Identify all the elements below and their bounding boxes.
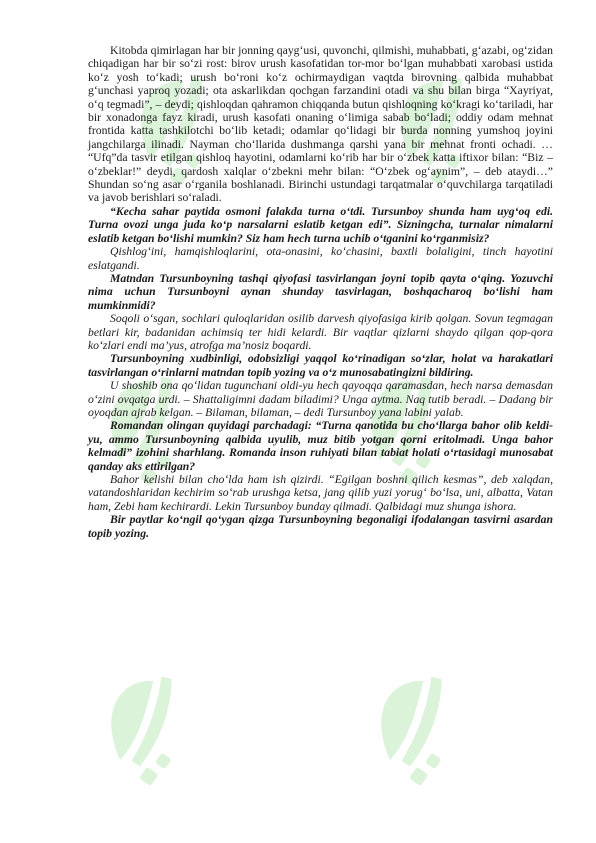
question-3: Tursunboyning xudbinligi, odobsizligi yaqqol ko‘rinadigan so‘zlar, holat va harakatlari tasvirlangan o‘rinlarni matndan topib yozing va o‘z munosabatingizni bildiring. <box>88 352 553 379</box>
question-2: Matndan Tursunboyning tashqi qiyofasi tasvirlangan joyni topib qayta o‘qing. Yozuvchi nima uchun Tursunboyni aynan shunday tasvirlagan, boshqacharoq bo‘lishi ham mumkinmidi? <box>88 271 553 312</box>
document-page <box>88 44 553 540</box>
answer-4: Bahor kelishi bilan cho‘lda ham ish qizirdi. “Egilgan boshni qilich kesmas”, deb xalqdan, vatandoshlaridan kechirim so‘rab urushga ketsa, jang qilib yuzi yorug‘ bo‘lsa, uni, albatta, Vatan ham, Zebi ham kechirardi. Lekin Tursunboy bunday qilmadi. Qalbidagi muz shunga ishora. <box>88 473 553 513</box>
answer-1: Qishlog‘ini, hamqishloqlarini, ota-onasini, ko‘chasini, baxtli bolaligini, tinch hayotini eslatgandi. <box>88 245 553 272</box>
leaf-logo-icon <box>87 660 209 787</box>
question-1: “Kecha sahar paytida osmoni falakda turna o‘tdi. Tursunboy shunda ham uyg‘oq edi. Turna ovozi unga juda ko‘p narsalarni eslatib ketgan edi”. Sizningcha, turnalar nimalarni eslatib ketgan bo‘lishi mumkin? Siz ham hech turna uchib o‘tganini ko‘rganmisiz? <box>88 204 553 245</box>
question-5: Bir paytlar ko‘ngil qo‘ygan qizga Tursunboyning begonaligi ifodalangan tasvirni asardan topib yozing. <box>88 513 553 540</box>
question-4: Romandan olingan quyidagi parchadagi: “Turna qanotida bu cho‘llarga bahor olib keldi-yu, ammo Tursunboyning qalbida uyulib, muz bitib yotgan qorni eritolmadi. Unga bahor kelmadi” izohini sharhlang. Romanda inson ruhiyati bilan tabiat holati o‘rtasidagi munosabat qanday aks ettirilgan? <box>88 419 553 473</box>
answer-3: U shoshib ona qo‘lidan tugunchani oldi-yu hech qayoqqa qaramasdan, hech narsa demasdan o‘zini ovqatga urdi. – Shattaligimni dadam biladimi? Unga aytma. Naq tutib beradi. – Dadang bir oyoqdan ajrab kelgan. – Bilaman, bilaman, – dedi Tursunboy yana labini yalab. <box>88 379 553 419</box>
intro-paragraph: Kitobda qimirlagan har bir jonning qayg‘usi, quvonchi, qilmishi, muhabbati, g‘azabi, og‘zidan chiqadigan har bir so‘zi rost: birov urush kasofatidan tor-mor bo‘lgan muhabbati xarobasi ustida ko‘z yosh to‘kadi; urush bo‘roni ko‘z ochirmaydigan vaqtda birovning qalbida muhabbat g‘unchasi yaproq yozadi; ota askarlikdan qochgan farzandini otadi va shu bilan birga “Xayriyat, o‘q tegmadi”, – deydi; qishloqdan qahramon chiqqanda butun qishloqning ko‘kragi ko‘tariladi, har bir xonadonga fayz kiradi, urush kasofati onaning o‘limiga sabab bo‘ladi; oddiy odam mehnat frontida katta tashkilotchi bo‘lib ketadi; odamlar qo‘lidagi bir burda nonning yumshoq joyini jangchilarga ilinadi. Nayman cho‘llarida dushmanga qarshi yana bir mehnat fronti ochadi. … “Ufq”da tasvir etilgan qishloq hayotini, odamlarni ko‘rib har bir o‘zbek katta iftixor bilan: “Biz – o‘zbeklar!” deydi, qardosh xalqlar o‘zbekni mehr bilan: “O‘zbek og‘aynim”, – deb ataydi…” Shundan so‘ng asar o‘rganila boshlanadi. Birinchi ustundagi tarqatmalar o‘quvchilarga tarqatiladi va javob berishlari so‘raladi. <box>88 44 553 205</box>
leaf-logo-icon <box>357 660 479 787</box>
answer-2: Soqoli o‘sgan, sochlari quloqlaridan osilib darvesh qiyofasiga kirib qolgan. Sovun tegmagan betlari kir, badanidan achimsiq ter hidi kelardi. Bir vaqtlar qizlarni shaydo qilgan qop-qora ko‘zlari endi ma’yus, atrofga ma’nosiz boqardi. <box>88 312 553 352</box>
